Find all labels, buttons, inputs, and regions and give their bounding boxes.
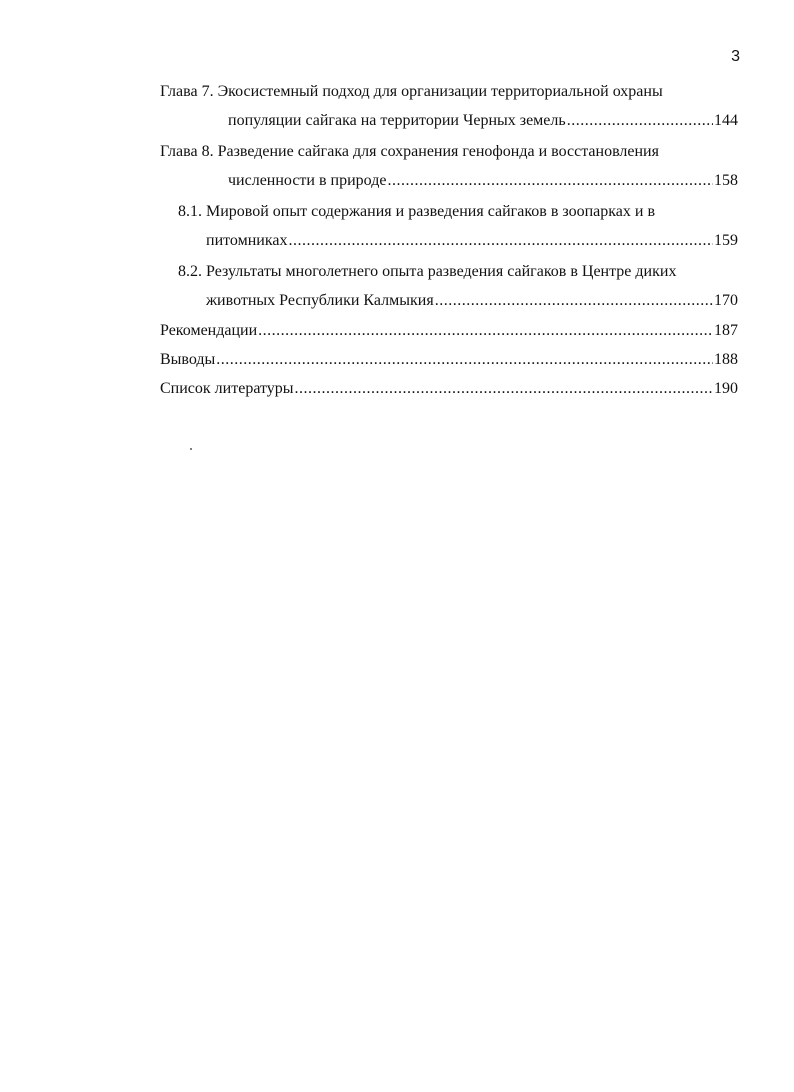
toc-entry-title: Список литературы (160, 380, 294, 397)
toc-entry-title-continued: питомниках (206, 232, 288, 249)
toc-entry-chapter-8-line-1 (160, 140, 659, 164)
toc-entry-title: 8.1. Мировой опыт содержания и разведения сайгаков в зоопарках и в (178, 203, 656, 220)
toc-page-number: 188 (714, 351, 738, 368)
toc-entry-recommendations (160, 319, 738, 343)
dot-leader (567, 109, 713, 133)
dot-leader (435, 289, 713, 313)
toc-entry-section-8-1-line-2 (206, 229, 738, 253)
scan-speck (190, 448, 192, 450)
toc-entry-title: Выводы (160, 351, 216, 368)
toc-entry-conclusions (160, 348, 738, 372)
toc-entry-title-continued: популяции сайгака на территории Черных земель (228, 112, 566, 129)
toc-entry-chapter-8-line-2 (228, 169, 738, 193)
toc-page-number: 159 (714, 232, 738, 249)
toc-entry-section-8-2-line-1 (178, 260, 676, 284)
toc-entry-references (160, 377, 738, 401)
toc-entry-section-8-2-line-2 (206, 289, 738, 313)
toc-page-number: 190 (714, 380, 738, 397)
dot-leader (216, 348, 713, 372)
dot-leader (258, 319, 713, 343)
page-number: 3 (731, 48, 740, 65)
dot-leader (288, 229, 713, 253)
toc-page-number: 170 (714, 292, 738, 309)
toc-entry-title-continued: численности в природе (228, 172, 387, 189)
toc-entry-title: Глава 7. Экосистемный подход для организации территориальной охраны (160, 83, 663, 100)
toc-entry-title: Рекомендации (160, 322, 258, 339)
toc-entry-title-continued: животных Республики Калмыкия (206, 292, 434, 309)
toc-entry-section-8-1-line-1 (178, 200, 655, 224)
toc-entry-title: Глава 8. Разведение сайгака для сохранения генофонда и восстановления (160, 143, 659, 160)
dot-leader (295, 377, 713, 401)
toc-entry-chapter-7-line-2 (228, 109, 738, 133)
toc-page-number: 158 (714, 172, 738, 189)
toc-page-number: 187 (714, 322, 738, 339)
dot-leader (387, 169, 713, 193)
toc-page-number: 144 (714, 112, 738, 129)
toc-entry-title: 8.2. Результаты многолетнего опыта разведения сайгаков в Центре диких (178, 263, 677, 280)
toc-entry-chapter-7-line-1 (160, 80, 663, 104)
